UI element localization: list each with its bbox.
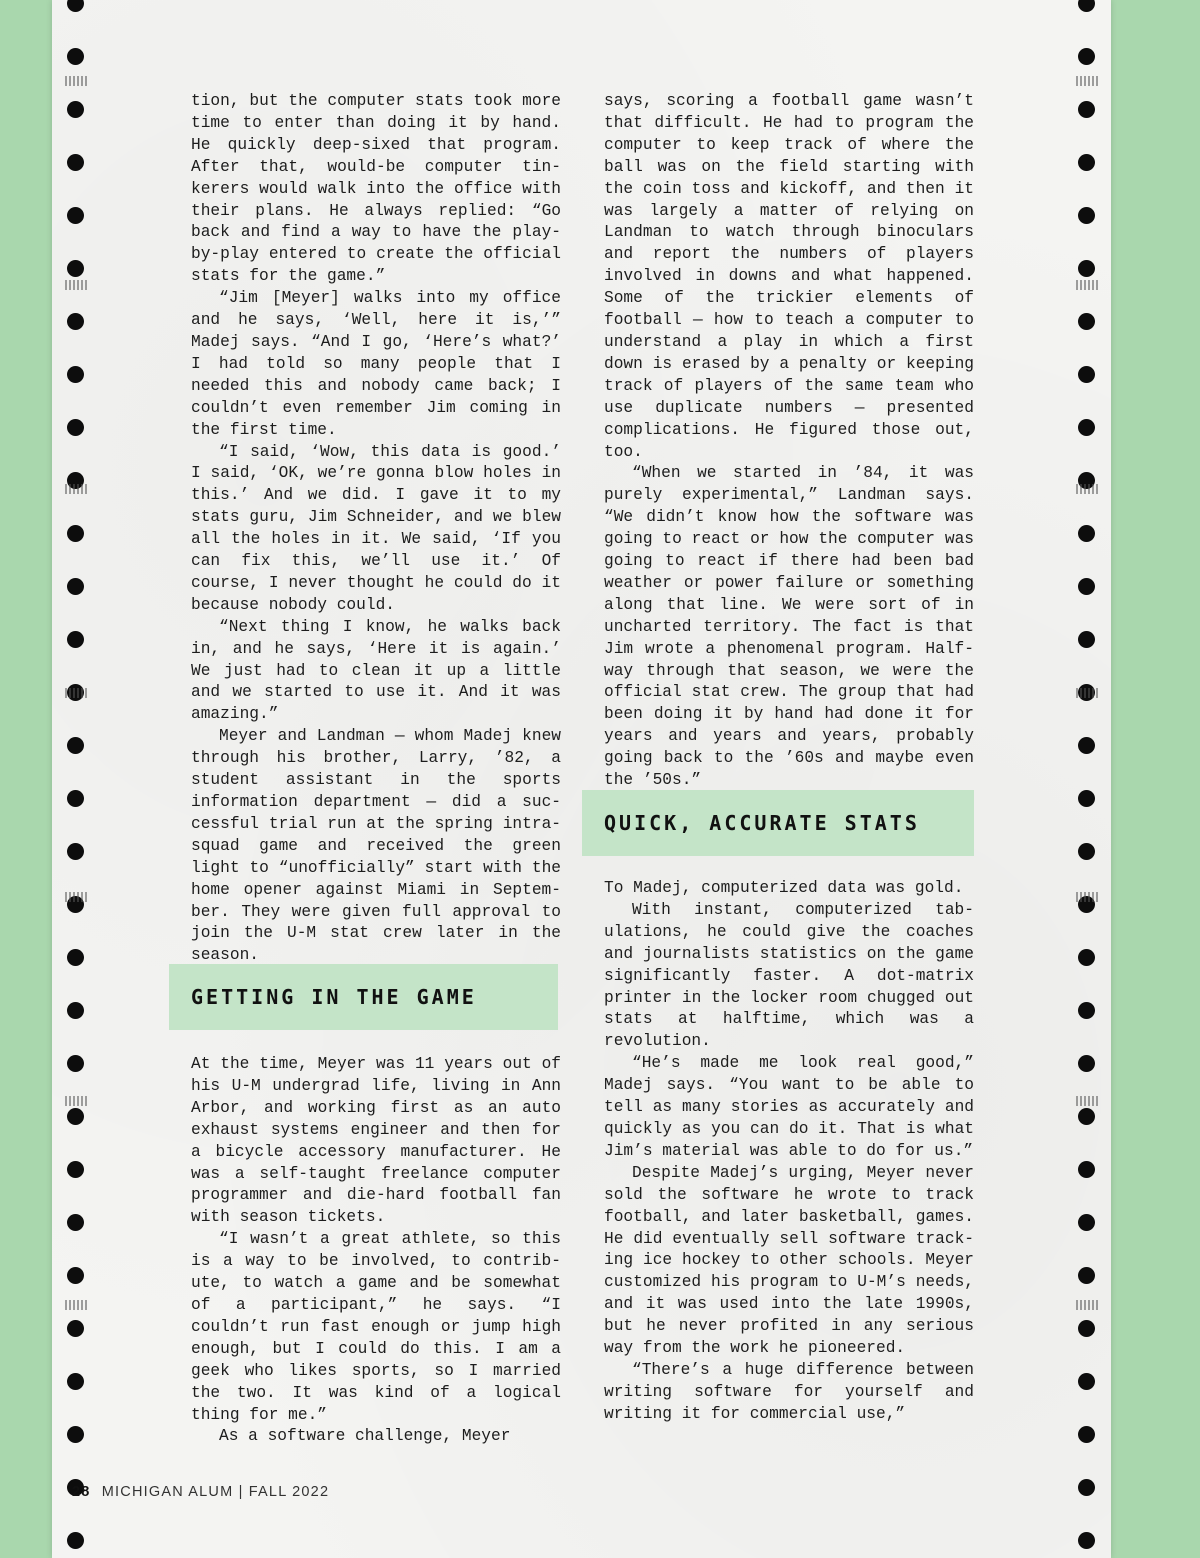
tractor-hole <box>1078 366 1095 383</box>
perforation-mark <box>65 892 87 902</box>
tractor-hole <box>1078 1479 1095 1496</box>
article-paragraph: “I said, ‘Wow, this data is good.’ I said, ‘OK, we’re gonna blow holes in this.’ And we did. I gave it to my stats guru, Jim Schneider, and we blew all the holes in it. We said, ‘If you can fix this, we’ll use it.’ Of course, I never thought he could do it because nobody could. <box>191 442 561 614</box>
right-tractor-holes <box>1075 0 1099 1558</box>
article-paragraph: “He’s made me look real good,” Madej says. “You want to be able to tell as many stories as accurately and quickly as you can do it. That is what Jim’s material was able to do for us.” <box>604 1054 974 1160</box>
page-footer <box>72 1484 329 1500</box>
perforation-mark <box>1076 1096 1098 1106</box>
tractor-hole <box>67 1214 84 1231</box>
tractor-hole <box>67 48 84 65</box>
article-paragraph: “I wasn’t a great athlete, so this is a way to be involved, to contribute, to watch a game and be somewhat of a participant,” he says. “I couldn’t run fast enough or jump high enough, but I could do this. I am a geek who likes sports, so I married the two. It was kind of a logical thing for me.” <box>191 1230 561 1424</box>
article-paragraph: As a software challenge, Meyer <box>219 1427 511 1446</box>
article-paragraph: “When we started in ’84, it was purely experimental,” Landman says. “We didn’t know how the software was going to react or how the computer was going to react if there had been bad weather or power failure or something along that line. We were sort of in uncharted territory. The fact is that Jim wrote a phenomenal program. Halfway through that season, we were the official stat crew. The group that had been doing it by hand had done it for years and years and years, probably going back to the ’60s and maybe even the ’50s.” <box>604 464 974 790</box>
tractor-hole <box>1078 101 1095 118</box>
tractor-hole <box>67 366 84 383</box>
article-paragraph: Despite Madej’s urging, Meyer never sold the software he wrote to track football, and later basketball, games. He did eventually sell software tracking ice hockey to other schools. Meyer customized his program to U-M’s needs, and it was used into the late 1990s, but he never profited in any serious way from the work he pioneered. <box>604 1163 974 1358</box>
tractor-hole <box>67 737 84 754</box>
tractor-hole <box>1078 737 1095 754</box>
tractor-hole <box>67 525 84 542</box>
tractor-hole <box>67 1426 84 1443</box>
tractor-hole <box>67 1532 84 1549</box>
tractor-hole <box>1078 0 1095 12</box>
tractor-hole <box>1078 1108 1095 1125</box>
perforation-mark <box>65 484 87 494</box>
left-column-bottom <box>191 1054 561 1448</box>
perforation-mark <box>65 76 87 86</box>
perforation-mark <box>1076 76 1098 86</box>
article-paragraph: With instant, computerized tabulations, he could give the coaches and journalists statistics on the game significantly faster. A dot-matrix printer in the locker room chugged out stats at halftime, which was a revolution. <box>604 900 974 1051</box>
tractor-hole <box>67 1320 84 1337</box>
left-tractor-holes <box>64 0 88 1558</box>
tractor-hole <box>67 1373 84 1390</box>
tractor-hole <box>67 1267 84 1284</box>
tractor-hole <box>1078 313 1095 330</box>
tractor-hole <box>67 949 84 966</box>
article-paragraph: Meyer and Landman — whom Madej knew through his brother, Larry, ’82, a student assistant in the sports information department — did a successful trial run at the spring intra-squad game and received the green light to “unofficially” start with the home opener against Miami in September. They were given full approval to join the U-M stat crew later in the season. <box>191 727 561 965</box>
perforation-mark <box>1076 484 1098 494</box>
tractor-hole <box>1078 790 1095 807</box>
tractor-hole <box>1078 1214 1095 1231</box>
tractor-hole <box>67 207 84 224</box>
tractor-hole <box>1078 631 1095 648</box>
article-paragraph: “Jim [Meyer] walks into my office and he says, ‘Well, here it is,’” Madej says. “And I go, ‘Here’s what?’ I had told so many people that I needed this and nobody came back; I couldn’t even remember Jim coming in the first time. <box>191 289 561 439</box>
article-paragraph: At the time, Meyer was 11 years out of his U-M undergrad life, living in Ann Arbor, and working first as an auto exhaust systems engineer and then for a bicycle accessory manufacturer. He was a self-taught freelance computer programmer and die-hard football fan with season tickets. <box>191 1055 561 1227</box>
perforation-mark <box>65 1096 87 1106</box>
tractor-hole <box>67 260 84 277</box>
article-paragraph: To Madej, computerized data was gold. <box>604 879 964 897</box>
left-column-top <box>191 91 561 967</box>
tractor-hole <box>67 313 84 330</box>
tractor-hole <box>1078 1002 1095 1019</box>
tractor-hole <box>1078 1426 1095 1443</box>
tractor-hole <box>1078 207 1095 224</box>
perforation-mark <box>1076 280 1098 290</box>
tractor-hole <box>67 1161 84 1178</box>
tractor-hole <box>67 101 84 118</box>
article-paragraph: “There’s a huge difference between writing software for yourself and writing it for commercial use,” <box>604 1360 974 1423</box>
tractor-hole <box>1078 1373 1095 1390</box>
tractor-hole <box>67 154 84 171</box>
tractor-hole <box>67 790 84 807</box>
tractor-hole <box>1078 1320 1095 1337</box>
tractor-hole <box>1078 843 1095 860</box>
tractor-hole <box>1078 1267 1095 1284</box>
right-column-top <box>604 91 974 792</box>
perforation-mark <box>65 280 87 290</box>
tractor-hole <box>67 0 84 12</box>
tractor-hole <box>67 1002 84 1019</box>
tractor-hole <box>1078 419 1095 436</box>
tractor-hole <box>67 631 84 648</box>
tractor-hole <box>67 843 84 860</box>
perforation-mark <box>1076 1300 1098 1310</box>
perforation-mark <box>1076 688 1098 698</box>
publication-name: MICHIGAN ALUM | FALL 2022 <box>101 1484 330 1500</box>
tractor-hole <box>1078 1055 1095 1072</box>
tractor-hole <box>1078 525 1095 542</box>
section-heading-quick-accurate-stats: QUICK, ACCURATE STATS <box>582 790 974 856</box>
tractor-hole <box>67 419 84 436</box>
article-paragraph: says, scoring a football game wasn’t that difficult. He had to program the computer to keep track of where the ball was on the field starting with the coin toss and kickoff, and then it was largely a matter of relying on Landman to watch through binoculars and report the numbers of players involved in downs and what happened. Some of the trickier elements of football — how to teach a computer to understand a play in which a first down is erased by a penalty or keeping track of players of the same team who use duplicate numbers — presented complications. He figured those out, too. <box>604 92 974 461</box>
tractor-hole <box>1078 1532 1095 1549</box>
tractor-hole <box>1078 578 1095 595</box>
article-paragraph: tion, but the computer stats took more time to enter than doing it by hand. He quickly deep-sixed that program. After that, would-be computer tinkerers would walk into the office with their plans. He always replied: “Go back and find a way to have the play-by-play entered to create the official stats for the game.” <box>191 92 561 286</box>
perforation-mark <box>65 688 87 698</box>
right-column-bottom <box>604 878 974 1426</box>
tractor-hole <box>67 1055 84 1072</box>
tractor-hole <box>1078 260 1095 277</box>
section-heading-getting-in-the-game: GETTING IN THE GAME <box>169 964 558 1030</box>
perforation-mark <box>1076 892 1098 902</box>
tractor-hole <box>67 578 84 595</box>
tractor-hole <box>1078 949 1095 966</box>
tractor-hole <box>1078 48 1095 65</box>
article-paragraph: “Next thing I know, he walks back in, and he says, ‘Here it is again.’ We just had to clean it up a little and we started to use it. And it was amazing.” <box>191 617 561 724</box>
perforation-mark <box>65 1300 87 1310</box>
page-number: 28 <box>72 1484 91 1500</box>
tractor-hole <box>67 1108 84 1125</box>
tractor-hole <box>1078 1161 1095 1178</box>
tractor-hole <box>1078 154 1095 171</box>
